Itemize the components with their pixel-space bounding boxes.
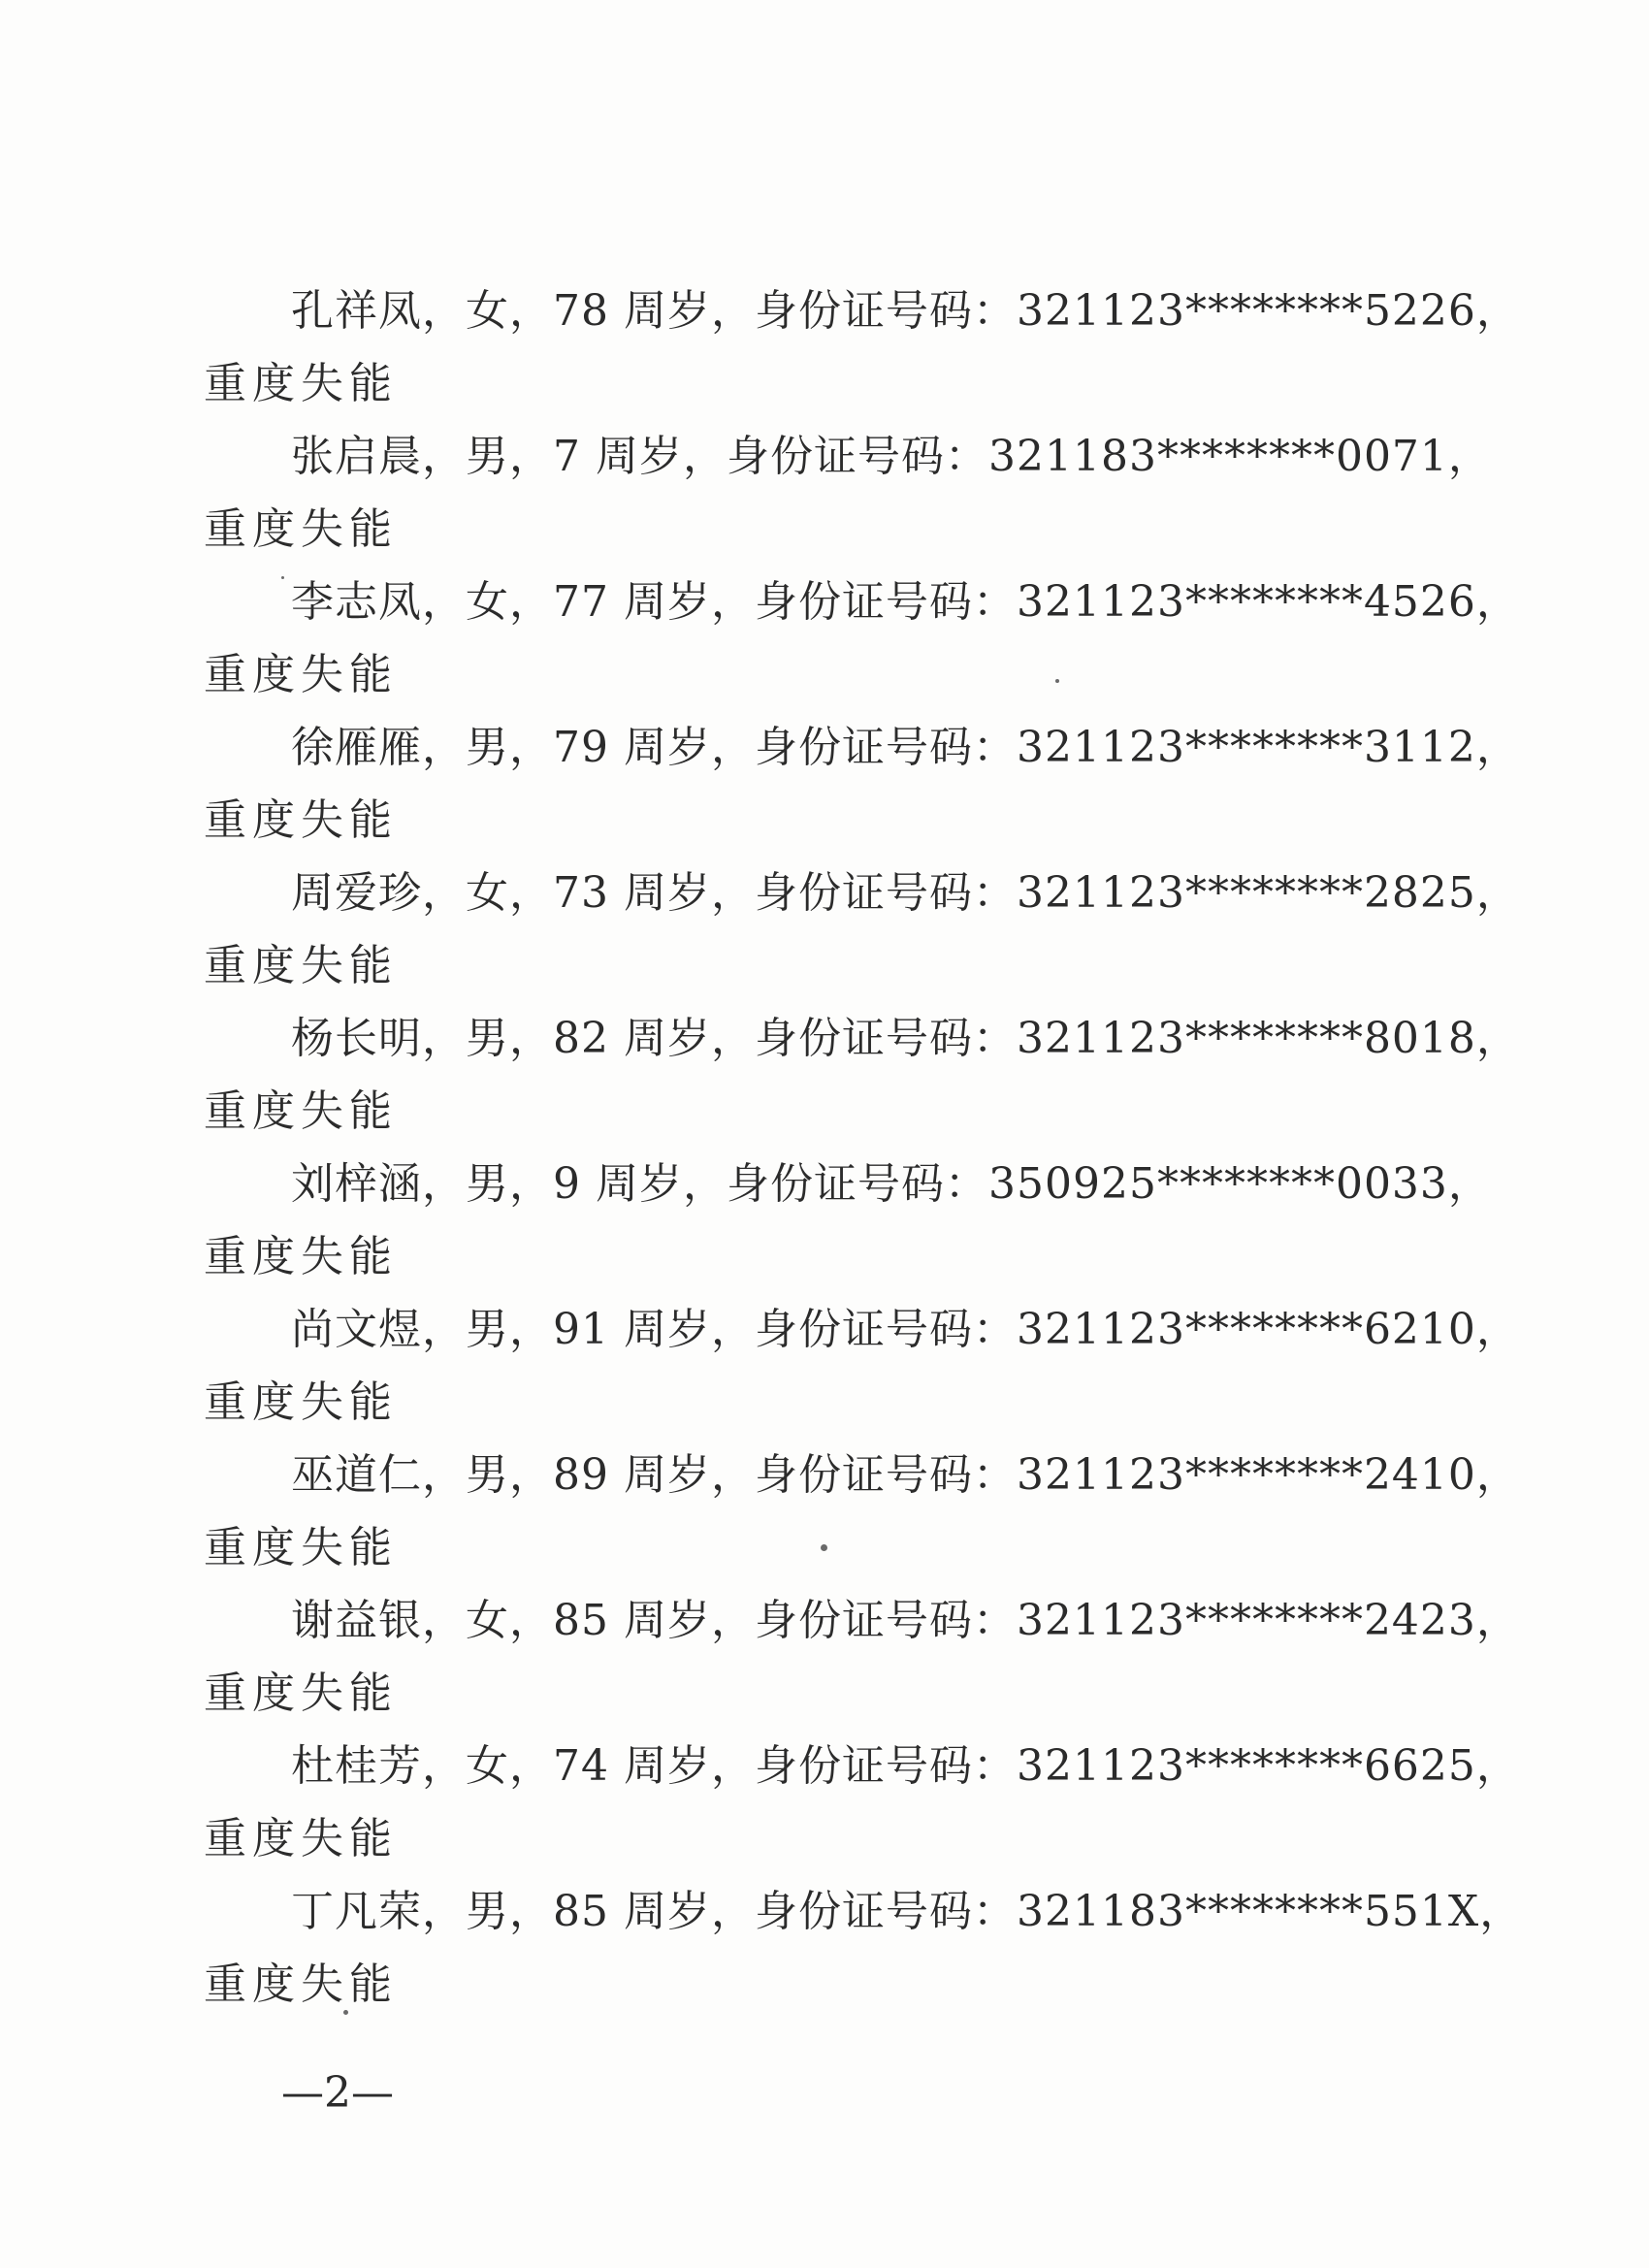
list-item	[204, 1875, 1524, 2021]
entry-status: 重度失能	[204, 941, 398, 990]
list-item	[204, 1584, 1520, 1730]
list-item	[204, 1148, 1492, 1293]
entry-status: 重度失能	[204, 1377, 398, 1427]
list-item	[204, 1293, 1520, 1439]
entry-status: 重度失能	[204, 795, 398, 845]
list-item	[204, 420, 1492, 566]
entry-details: 杜桂芳，女，74 周岁，身份证号码：321123********6625，	[291, 1741, 1520, 1791]
page-number: —2—	[281, 2068, 394, 2118]
list-item	[204, 1730, 1520, 1875]
entry-status: 重度失能	[204, 359, 398, 408]
list-item	[204, 711, 1520, 857]
entry-status: 重度失能	[204, 1232, 398, 1281]
entry-status: 重度失能	[204, 1086, 398, 1136]
list-item	[204, 857, 1520, 1002]
entry-status: 重度失能	[204, 1960, 398, 2009]
entry-status: 重度失能	[204, 1814, 398, 1863]
entry-details: 李志凤，女，77 周岁，身份证号码：321123********4526，	[291, 577, 1520, 627]
scan-speck	[281, 576, 284, 579]
list-item	[204, 1439, 1520, 1584]
entry-status: 重度失能	[204, 504, 398, 554]
entry-details: 尚文煜，男，91 周岁，身份证号码：321123********6210，	[291, 1305, 1520, 1354]
entry-details: 谢益银，女，85 周岁，身份证号码：321123********2423，	[291, 1596, 1520, 1645]
entry-details: 徐雁雁，男，79 周岁，身份证号码：321123********3112，	[291, 723, 1520, 772]
list-item	[204, 275, 1520, 420]
entry-details: 孔祥凤，女，78 周岁，身份证号码：321123********5226，	[291, 286, 1520, 336]
entry-status: 重度失能	[204, 1523, 398, 1572]
scan-speck	[821, 1544, 827, 1551]
list-item	[204, 1002, 1520, 1148]
list-item	[204, 566, 1520, 711]
entry-status: 重度失能	[204, 1669, 398, 1718]
scan-speck	[343, 2010, 348, 2015]
entry-status: 重度失能	[204, 650, 398, 699]
entry-details: 刘梓涵，男，9 周岁，身份证号码：350925********0033，	[291, 1159, 1492, 1209]
entry-list	[204, 275, 1524, 2021]
entry-details: 丁凡荣，男，85 周岁，身份证号码：321183********551X，	[291, 1887, 1524, 1936]
scan-speck	[1055, 679, 1059, 683]
entry-details: 张启晨，男，7 周岁，身份证号码：321183********0071，	[291, 432, 1492, 481]
entry-details: 杨长明，男，82 周岁，身份证号码：321123********8018，	[291, 1014, 1520, 1063]
entry-details: 巫道仁，男，89 周岁，身份证号码：321123********2410，	[291, 1450, 1520, 1500]
entry-details: 周爱珍，女，73 周岁，身份证号码：321123********2825，	[291, 868, 1520, 918]
